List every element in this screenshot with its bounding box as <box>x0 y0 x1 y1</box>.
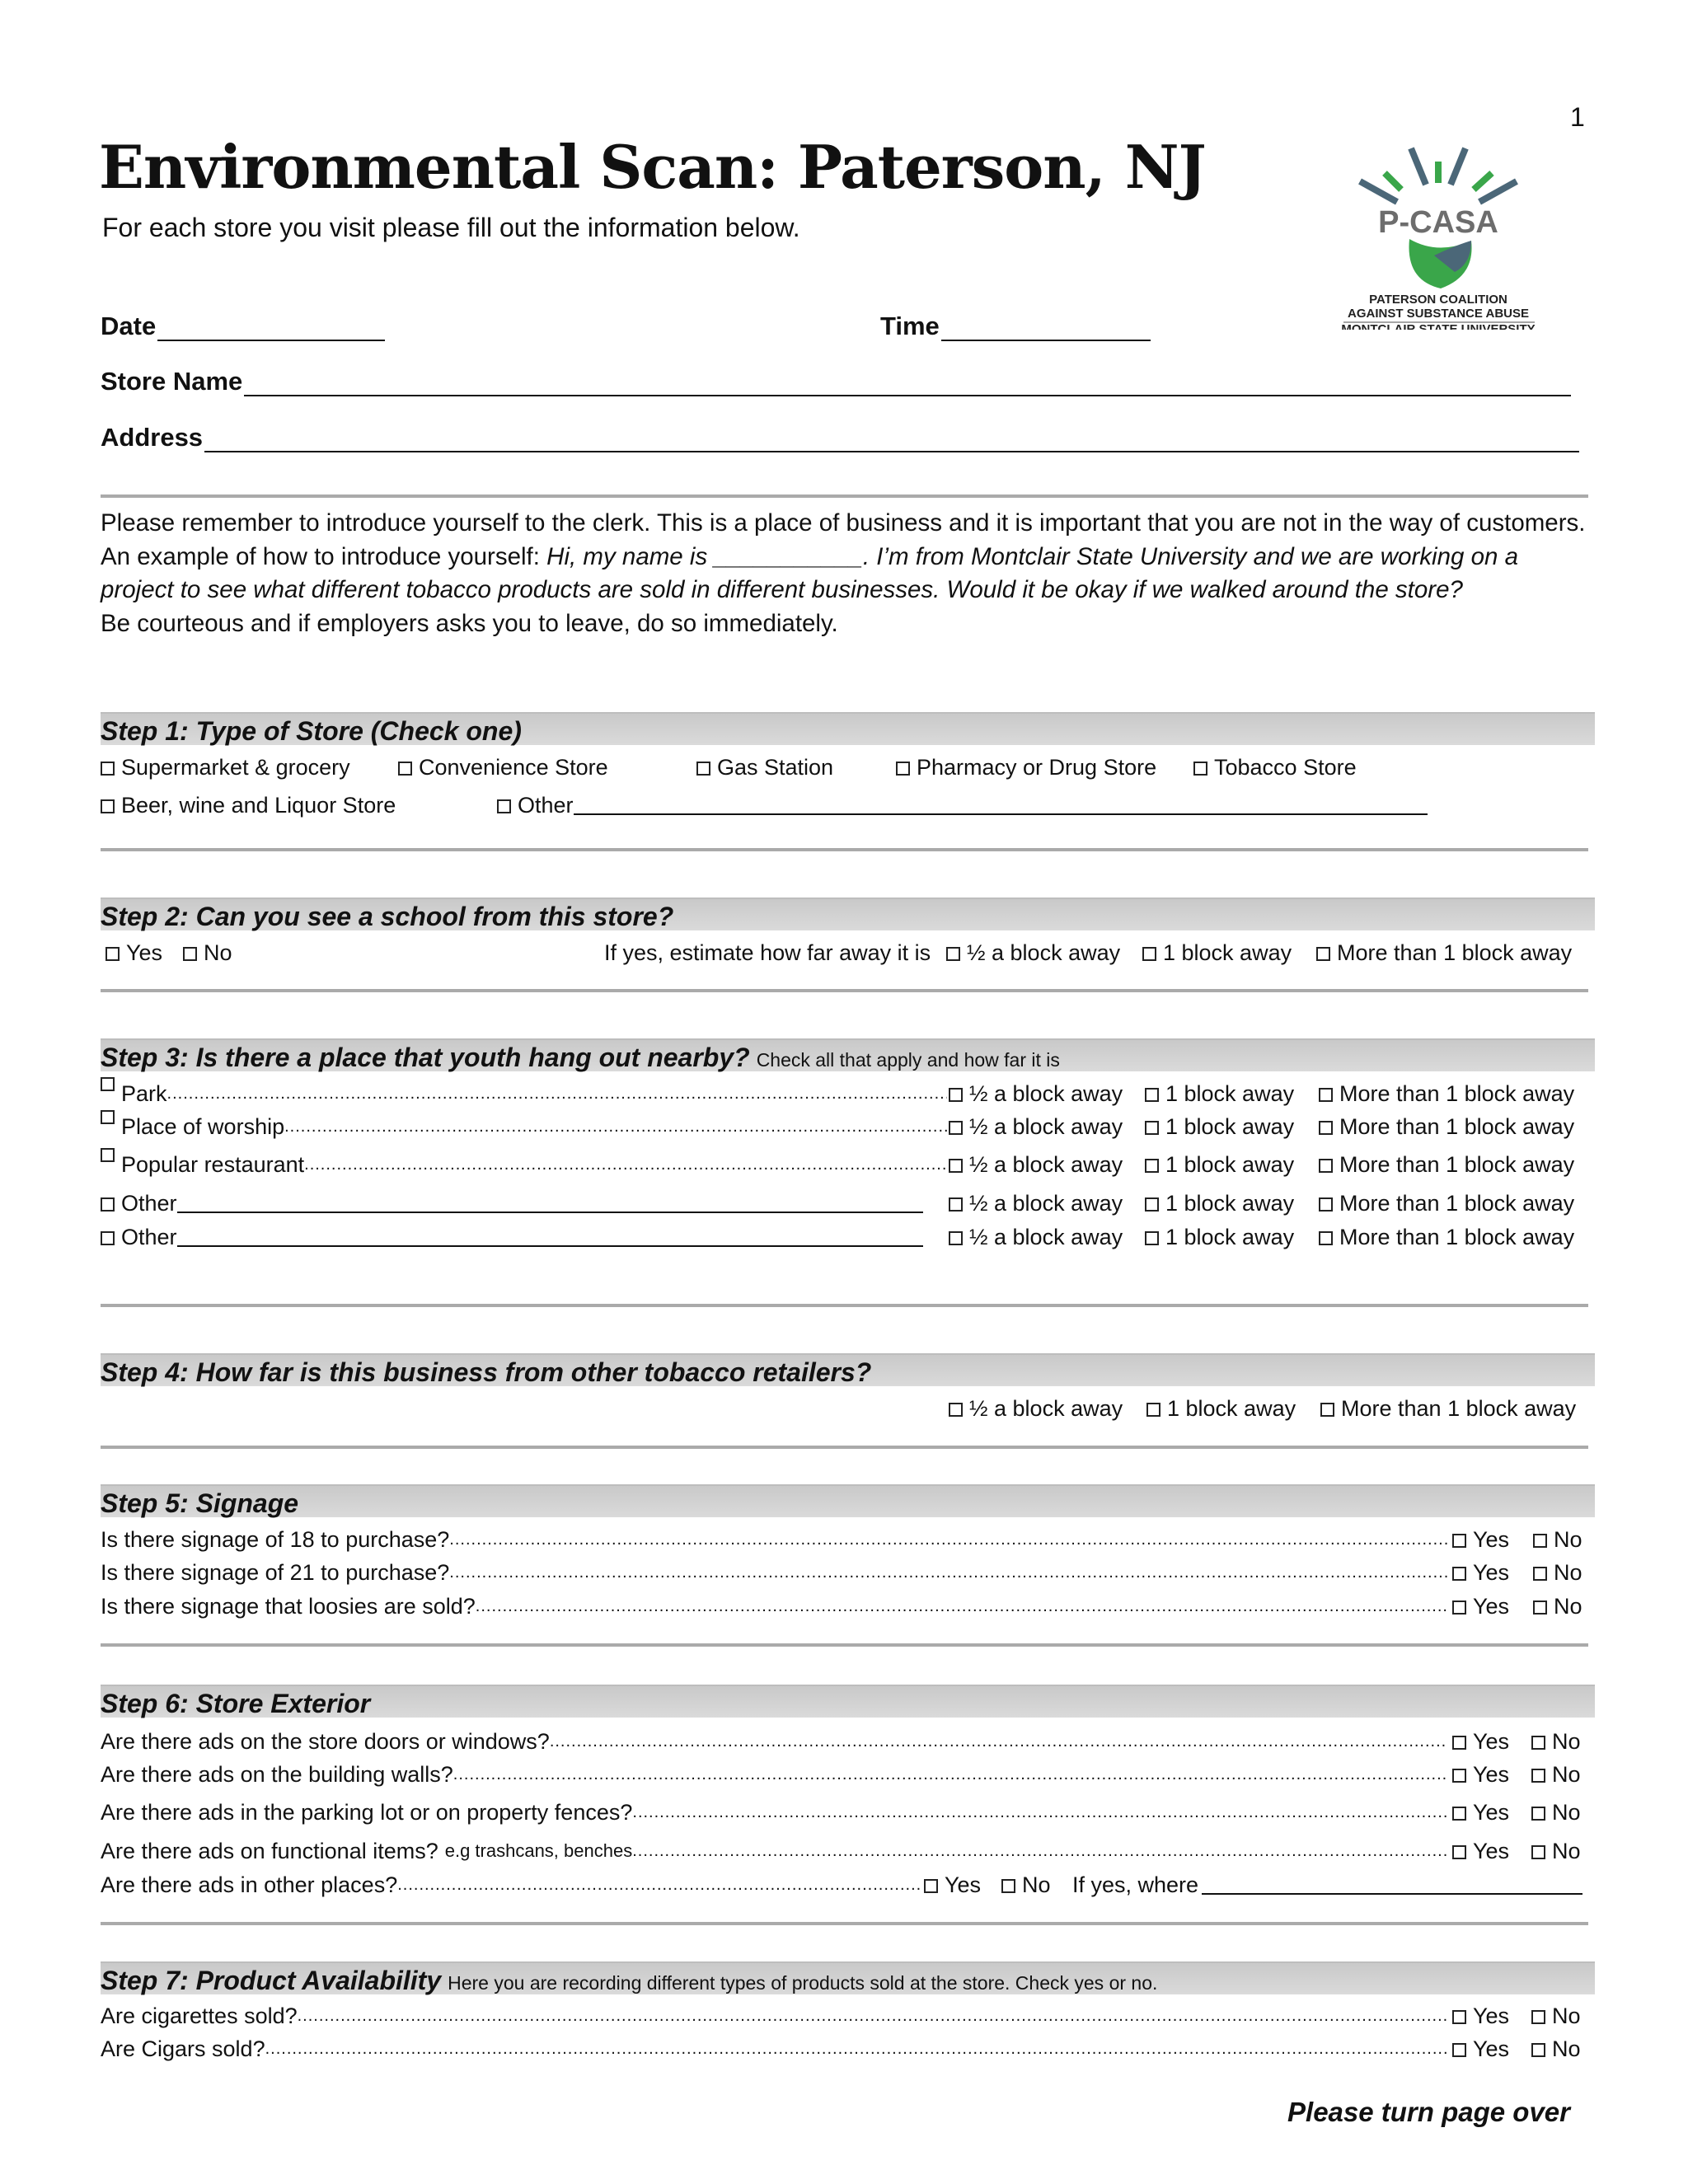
intro-example: Hi, my name is ___________. I’m from Montclair State University and we are working on a project to see what different tobacco products are sold in different businesses. Would it be okay if we walked around the store? <box>101 542 1519 604</box>
checkbox[interactable] <box>949 1088 963 1102</box>
checkbox[interactable] <box>1531 2010 1545 2024</box>
youth-place-0-label: Park <box>121 1081 167 1106</box>
page-subtitle: For each store you visit please fill out the information below. <box>102 213 800 242</box>
option-one-block[interactable] <box>1145 1110 1294 1143</box>
school-visible-yes[interactable] <box>106 936 162 969</box>
option-no[interactable] <box>1533 1590 1582 1623</box>
youth-place-0 <box>101 1077 947 1110</box>
option-no-label: No <box>1552 1839 1581 1863</box>
exterior-question <box>101 1758 1448 1791</box>
logo-wordmark: P-CASA <box>1378 205 1498 240</box>
option-more-than-one-block[interactable] <box>1319 1187 1574 1220</box>
option-no-label: No <box>1554 1594 1582 1619</box>
option-one-block-label: 1 block away <box>1163 940 1292 965</box>
step1-title: Step 1: Type of Store (Check one) <box>101 716 522 746</box>
step7-header <box>101 1961 1595 1994</box>
checkbox[interactable] <box>1145 1088 1159 1102</box>
divider <box>101 1922 1588 1925</box>
other-input-line[interactable] <box>177 1221 923 1247</box>
checkbox[interactable] <box>1146 1403 1160 1417</box>
checkbox[interactable] <box>1533 1567 1547 1581</box>
divider <box>101 494 1588 498</box>
exterior-question <box>101 1796 1448 1829</box>
option-half-block-label: ½ a block away <box>969 1225 1123 1249</box>
checkbox[interactable] <box>1452 1736 1466 1750</box>
checkbox[interactable] <box>101 762 115 776</box>
option-half-block[interactable] <box>949 1148 1123 1181</box>
checkbox[interactable] <box>1531 2043 1545 2057</box>
option-more-than-one-block[interactable] <box>1319 1077 1574 1110</box>
step3-header <box>101 1038 1595 1071</box>
option-half-block[interactable] <box>946 936 1120 969</box>
checkbox[interactable] <box>949 1159 963 1173</box>
product-question-label: Are cigarettes sold? <box>101 2004 298 2028</box>
option-no[interactable] <box>1531 1725 1581 1758</box>
option-half-block[interactable] <box>949 1221 1123 1254</box>
checkbox[interactable] <box>101 1197 115 1212</box>
checkbox[interactable] <box>1452 1769 1466 1783</box>
page-title: Environmental Scan: Paterson, NJ <box>99 132 1206 202</box>
leader-dots <box>453 1758 1448 1791</box>
option-yes-label: Yes <box>1473 1594 1510 1619</box>
option-yes[interactable] <box>1452 1725 1509 1758</box>
option-yes[interactable] <box>1452 1999 1509 2032</box>
option-yes[interactable] <box>1452 1523 1509 1556</box>
leader-dots <box>476 1590 1448 1623</box>
option-more-than-one-block[interactable] <box>1320 1392 1576 1425</box>
address-field[interactable] <box>101 419 1579 452</box>
option-one-block-label: 1 block away <box>1165 1081 1295 1106</box>
option-more-than-one-block-label: More than 1 block away <box>1339 1191 1575 1216</box>
option-yes-label: Yes <box>1473 2004 1510 2028</box>
option-yes-label: Yes <box>1473 1560 1510 1585</box>
checkbox[interactable] <box>1531 1845 1545 1859</box>
checkbox[interactable] <box>1142 947 1156 961</box>
checkbox[interactable] <box>949 1231 963 1245</box>
leader-dots <box>298 1999 1448 2032</box>
option-more-than-one-block-label: More than 1 block away <box>1339 1081 1575 1106</box>
store-type-option[interactable] <box>696 751 833 784</box>
option-yes[interactable] <box>1452 1556 1509 1589</box>
divider <box>101 1446 1588 1449</box>
where-input-line[interactable] <box>1202 1868 1582 1895</box>
checkbox[interactable] <box>1145 1197 1159 1212</box>
option-half-block-label: ½ a block away <box>967 940 1121 965</box>
option-no[interactable] <box>1531 1758 1581 1791</box>
address-input-line[interactable] <box>204 426 1579 452</box>
where-field[interactable] <box>1072 1868 1582 1901</box>
option-yes-label: Yes <box>945 1872 982 1897</box>
store-type-option-label: Pharmacy or Drug Store <box>917 755 1157 780</box>
checkbox[interactable] <box>101 799 115 813</box>
store-type-option-label: Beer, wine and Liquor Store <box>121 793 396 818</box>
step4-title: Step 4: How far is this business from other tobacco retailers? <box>101 1357 872 1387</box>
store-type-option-label: Supermarket & grocery <box>121 755 350 780</box>
divider <box>101 848 1588 851</box>
option-one-block[interactable] <box>1142 936 1292 969</box>
step7-title <box>101 1966 1157 1996</box>
option-one-block[interactable] <box>1145 1077 1294 1110</box>
other-input-line[interactable] <box>177 1187 923 1213</box>
intro-text <box>101 507 1592 640</box>
leader-dots <box>449 1523 1448 1556</box>
option-more-than-one-block-label: More than 1 block away <box>1341 1396 1577 1421</box>
option-half-block[interactable] <box>949 1187 1123 1220</box>
leader-dots <box>304 1148 947 1181</box>
option-one-block-label: 1 block away <box>1167 1396 1296 1421</box>
option-yes-label: Yes <box>1473 1527 1510 1552</box>
leader-dots <box>284 1110 947 1143</box>
step5-header <box>101 1484 1595 1517</box>
youth-place-1 <box>101 1110 947 1143</box>
store-type-option[interactable] <box>398 751 608 784</box>
address-label: Address <box>101 423 204 452</box>
option-no[interactable] <box>1531 1999 1581 2032</box>
option-no-label: No <box>1554 1527 1582 1552</box>
checkbox[interactable] <box>949 1197 963 1212</box>
divider <box>101 989 1588 992</box>
store-type-option[interactable] <box>101 751 350 784</box>
checkbox[interactable] <box>924 1879 938 1893</box>
distance-prompt: If yes, estimate how far away it is <box>604 940 931 965</box>
checkbox[interactable] <box>1531 1736 1545 1750</box>
youth-place-other-label: Other <box>121 1191 177 1216</box>
where-label: If yes, where <box>1072 1872 1199 1897</box>
svg-text:PATERSON COALITION: PATERSON COALITION <box>1369 293 1507 307</box>
checkbox[interactable] <box>1452 1601 1466 1615</box>
step4-header <box>101 1353 1595 1386</box>
date-label: Date <box>101 312 157 340</box>
option-one-block[interactable] <box>1146 1392 1296 1425</box>
step-title-text: Step 3: Is there a place that youth hang out nearby? <box>101 1043 750 1072</box>
time-label: Time <box>880 312 940 340</box>
step6-title: Step 6: Store Exterior <box>101 1689 371 1718</box>
checkbox[interactable] <box>1320 1403 1334 1417</box>
p-casa-logo <box>1319 132 1591 330</box>
option-one-block-label: 1 block away <box>1165 1191 1295 1216</box>
exterior-question-other-label: Are there ads in other places? <box>101 1872 398 1897</box>
step2-header <box>101 898 1595 930</box>
leader-dots <box>550 1725 1448 1758</box>
checkbox[interactable] <box>946 947 960 961</box>
step6-header <box>101 1685 1595 1718</box>
option-yes[interactable] <box>1452 1796 1509 1829</box>
option-no[interactable] <box>1531 1835 1581 1868</box>
school-visible-no[interactable] <box>183 936 232 969</box>
youth-place-2 <box>101 1148 947 1181</box>
checkbox[interactable] <box>1001 1879 1015 1893</box>
option-no-label: No <box>1552 1729 1581 1754</box>
checkbox[interactable] <box>1145 1231 1159 1245</box>
turn-page-note: Please turn page over <box>1287 2097 1570 2127</box>
option-no[interactable] <box>1533 1556 1582 1589</box>
option-half-block-label: ½ a block away <box>969 1114 1123 1139</box>
option-no[interactable] <box>1531 1796 1581 1829</box>
checkbox[interactable] <box>1533 1534 1547 1548</box>
checkbox[interactable] <box>1452 1534 1466 1548</box>
option-half-block-label: ½ a block away <box>969 1396 1123 1421</box>
checkbox[interactable] <box>1452 1845 1466 1859</box>
checkbox[interactable] <box>101 1148 115 1162</box>
checkbox[interactable] <box>1319 1159 1333 1173</box>
step1-header <box>101 712 1595 745</box>
checkbox[interactable] <box>1145 1159 1159 1173</box>
youth-place-1-label: Place of worship <box>121 1114 285 1139</box>
store-type-option[interactable] <box>896 751 1156 784</box>
divider <box>101 1304 1588 1307</box>
checkbox[interactable] <box>106 947 120 961</box>
logo-graphic <box>1319 132 1591 330</box>
signage-question <box>101 1556 1448 1589</box>
date-field[interactable] <box>101 308 385 341</box>
option-no-label: No <box>1552 1800 1581 1825</box>
checkbox[interactable] <box>896 762 910 776</box>
option-more-than-one-block[interactable] <box>1319 1148 1574 1181</box>
product-question-label: Are Cigars sold? <box>101 2036 265 2061</box>
checkbox[interactable] <box>1319 1121 1333 1135</box>
store-type-option-label: Convenience Store <box>419 755 608 780</box>
option-yes[interactable] <box>924 1868 981 1901</box>
option-half-block[interactable] <box>949 1110 1123 1143</box>
leader-dots <box>632 1796 1448 1829</box>
store-type-option-label: Tobacco Store <box>1214 755 1357 780</box>
youth-place-other[interactable] <box>101 1221 923 1254</box>
checkbox[interactable] <box>398 762 412 776</box>
exterior-question <box>101 1725 1448 1758</box>
checkbox[interactable] <box>949 1403 963 1417</box>
checkbox[interactable] <box>1319 1088 1333 1102</box>
step7-note: Here you are recording different types of products sold at the store. Check yes or no. <box>448 1972 1158 1994</box>
option-one-block-label: 1 block away <box>1165 1114 1295 1139</box>
leader-dots <box>397 1868 922 1901</box>
option-more-than-one-block[interactable] <box>1316 936 1572 969</box>
option-more-than-one-block-label: More than 1 block away <box>1339 1225 1575 1249</box>
leader-dots <box>167 1077 947 1110</box>
option-one-block[interactable] <box>1145 1148 1294 1181</box>
step-title-text: Step 7: Product Availability <box>101 1966 442 1995</box>
option-yes[interactable] <box>1452 1758 1509 1791</box>
option-yes[interactable] <box>1452 1835 1509 1868</box>
svg-text:AGAINST SUBSTANCE ABUSE: AGAINST SUBSTANCE ABUSE <box>1347 307 1530 321</box>
school-visible-yes-label: Yes <box>126 940 163 965</box>
checkbox[interactable] <box>497 799 511 813</box>
leader-dots <box>632 1835 1448 1868</box>
exterior-question-label: Are there ads on functional items? <box>101 1839 438 1863</box>
option-no-label: No <box>1552 1762 1581 1787</box>
youth-place-other-label: Other <box>121 1225 177 1249</box>
option-no-label: No <box>1022 1872 1051 1897</box>
divider <box>101 1643 1588 1647</box>
option-yes-label: Yes <box>1473 2036 1510 2061</box>
store-type-other[interactable] <box>497 789 1428 822</box>
store-type-option[interactable] <box>101 789 396 822</box>
exterior-question <box>101 1835 1448 1868</box>
svg-text:MONTCLAIR STATE UNIVERSITY: MONTCLAIR STATE UNIVERSITY <box>1341 322 1536 330</box>
option-more-than-one-block-label: More than 1 block away <box>1337 940 1573 965</box>
intro-closing: Be courteous and if employers asks you to leave, do so immediately. <box>101 609 838 637</box>
checkbox[interactable] <box>1316 947 1330 961</box>
store-name-field[interactable] <box>101 363 1571 396</box>
time-input-line[interactable] <box>941 315 1151 341</box>
signage-question <box>101 1523 1448 1556</box>
checkbox[interactable] <box>1193 762 1207 776</box>
checkbox[interactable] <box>1145 1121 1159 1135</box>
option-no[interactable] <box>1531 2032 1581 2065</box>
checkbox[interactable] <box>949 1121 963 1135</box>
youth-place-other[interactable] <box>101 1187 923 1220</box>
checkbox[interactable] <box>696 762 710 776</box>
option-half-block[interactable] <box>949 1077 1123 1110</box>
leader-dots <box>449 1556 1448 1589</box>
signage-question-label: Is there signage of 18 to purchase? <box>101 1527 450 1552</box>
option-more-than-one-block-label: More than 1 block away <box>1339 1114 1575 1139</box>
checkbox[interactable] <box>1452 1807 1466 1821</box>
checkbox[interactable] <box>183 947 197 961</box>
example-note: e.g trashcans, benches <box>444 1840 633 1861</box>
exterior-question-label: Are there ads on the building walls? <box>101 1762 453 1787</box>
checkbox[interactable] <box>101 1231 115 1245</box>
signage-question-label: Is there signage that loosies are sold? <box>101 1594 476 1619</box>
option-yes-label: Yes <box>1473 1839 1510 1863</box>
store-type-other-label: Other <box>518 793 574 818</box>
option-more-than-one-block[interactable] <box>1319 1110 1574 1143</box>
youth-place-2-label: Popular restaurant <box>121 1152 305 1177</box>
option-more-than-one-block[interactable] <box>1319 1221 1574 1254</box>
store-type-option[interactable] <box>1193 751 1357 784</box>
option-no-label: No <box>1554 1560 1582 1585</box>
checkbox[interactable] <box>1531 1807 1545 1821</box>
step3-note: Check all that apply and how far it is <box>756 1049 1060 1071</box>
page-number: 1 <box>1570 102 1585 132</box>
checkbox[interactable] <box>1531 1769 1545 1783</box>
store-name-input-line[interactable] <box>244 370 1571 396</box>
option-one-block-label: 1 block away <box>1165 1225 1295 1249</box>
option-half-block[interactable] <box>949 1392 1123 1425</box>
option-half-block-label: ½ a block away <box>969 1191 1123 1216</box>
school-visible-no-label: No <box>204 940 232 965</box>
intro-normal: Please remember to introduce yourself to the clerk. This is a place of business and it is important that you are not in the way of customers. An example of how to introduce yourself: <box>101 509 1586 570</box>
product-question <box>101 1999 1448 2032</box>
exterior-question-other <box>101 1868 922 1901</box>
signage-question <box>101 1590 1448 1623</box>
option-yes-label: Yes <box>1473 1729 1510 1754</box>
step3-title <box>101 1043 1060 1073</box>
option-one-block[interactable] <box>1145 1221 1294 1254</box>
exterior-question-label: Are there ads in the parking lot or on property fences? <box>101 1800 633 1825</box>
option-yes[interactable] <box>1452 1590 1509 1623</box>
other-input-line[interactable] <box>574 789 1428 815</box>
option-yes-label: Yes <box>1473 1762 1510 1787</box>
date-input-line[interactable] <box>157 315 385 341</box>
leader-dots <box>265 2032 1448 2065</box>
checkbox[interactable] <box>1319 1197 1333 1212</box>
option-more-than-one-block-label: More than 1 block away <box>1339 1152 1575 1177</box>
product-question <box>101 2032 1448 2065</box>
option-yes[interactable] <box>1452 2032 1509 2065</box>
option-one-block[interactable] <box>1145 1187 1294 1220</box>
step2-title: Step 2: Can you see a school from this store? <box>101 902 674 931</box>
signage-question-label: Is there signage of 21 to purchase? <box>101 1560 450 1585</box>
store-name-label: Store Name <box>101 367 243 396</box>
step5-title: Step 5: Signage <box>101 1488 299 1518</box>
option-half-block-label: ½ a block away <box>969 1152 1123 1177</box>
store-type-option-label: Gas Station <box>717 755 834 780</box>
option-no[interactable] <box>1001 1868 1051 1901</box>
option-no-label: No <box>1552 2036 1581 2061</box>
option-no[interactable] <box>1533 1523 1582 1556</box>
checkbox[interactable] <box>1452 2010 1466 2024</box>
checkbox[interactable] <box>101 1077 115 1091</box>
checkbox[interactable] <box>1533 1601 1547 1615</box>
time-field[interactable] <box>880 308 1151 341</box>
option-half-block-label: ½ a block away <box>969 1081 1123 1106</box>
option-one-block-label: 1 block away <box>1165 1152 1295 1177</box>
exterior-question-label: Are there ads on the store doors or windows? <box>101 1729 550 1754</box>
checkbox[interactable] <box>1319 1231 1333 1245</box>
checkbox[interactable] <box>1452 2043 1466 2057</box>
checkbox[interactable] <box>101 1110 115 1124</box>
option-yes-label: Yes <box>1473 1800 1510 1825</box>
option-no-label: No <box>1552 2004 1581 2028</box>
checkbox[interactable] <box>1452 1567 1466 1581</box>
